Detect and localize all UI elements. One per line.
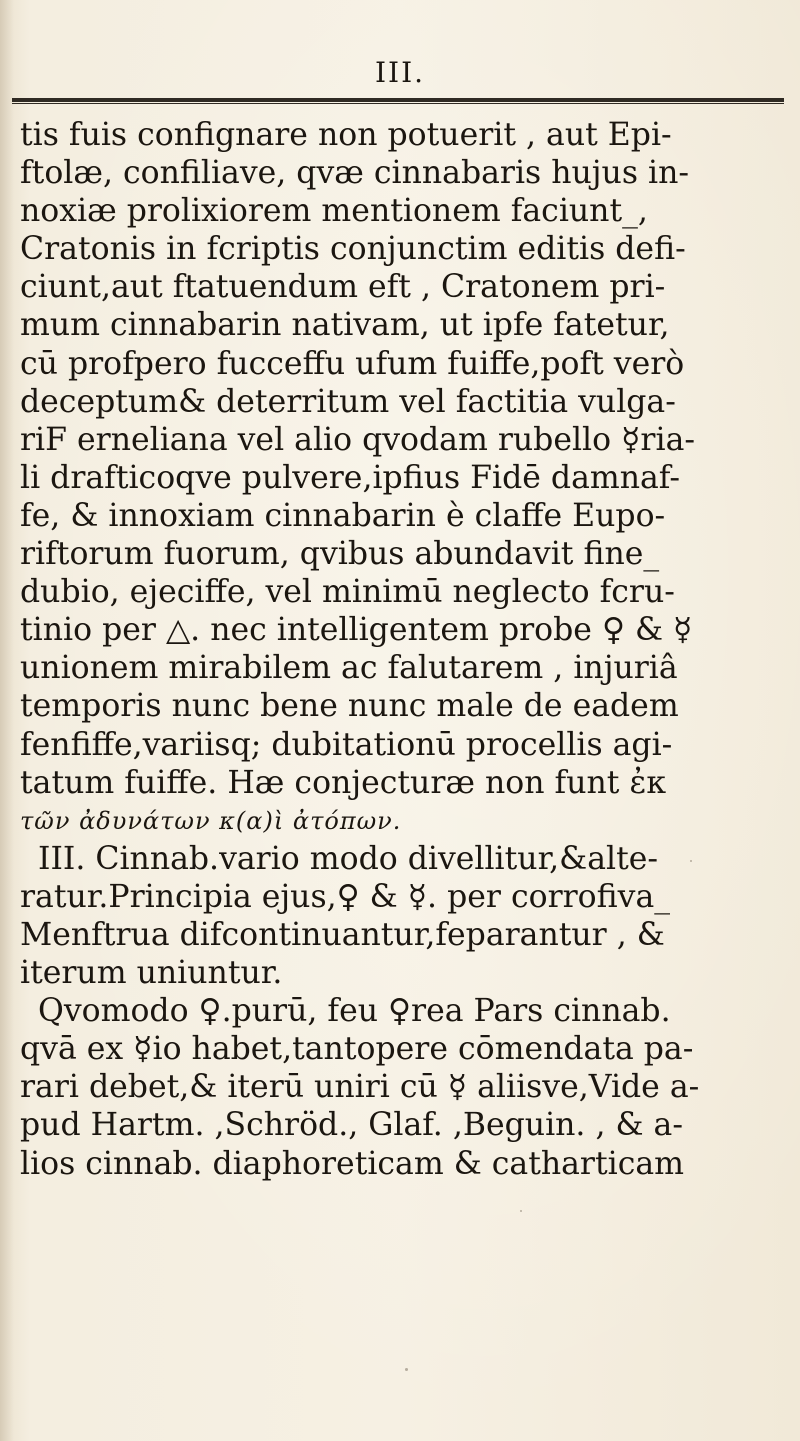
text-line: iterum uniuntur. [20,955,283,992]
text-line: fe, & innoxiam cinnabarin è claffe Eupo- [20,497,666,534]
text-line: noxiæ prolixiorem mentionem faciunt_, [20,193,648,230]
text-line: tatum fuiffe. Hæ conjecturæ non funt ἐκ [20,764,667,801]
greek-text-line: τῶν ἀδυνάτων κ(α)ὶ ἀτόπων. [20,806,402,835]
section-heading-line: III. Cinnab.vario modo divellitur,&alte- [38,840,659,877]
paper-speck [405,1368,408,1371]
text-line: li drafticoqve pulvere,ipfius Fidē damnaf- [20,459,680,496]
text-line: tis fuis confignare non potuerit , aut Epi- [20,117,672,153]
text-line: temporis nunc bene nunc male de eadem [20,688,679,725]
text-line: Cratonis in fcriptis conjunctim editis defi- [20,231,686,268]
text-line: Menftrua difcontinuantur,feparantur , & [20,916,665,953]
text-line: dubio, ejeciffe, vel minimū neglecto fcru- [20,574,675,611]
paper-speck [520,1210,522,1212]
gutter-shadow [0,0,14,1441]
text-line: qvā ex ☿io habet,tantopere cōmendata pa- [20,1031,694,1068]
text-line: ciunt,aut ftatuendum eft , Cratonem pri- [20,269,666,306]
text-line: pud Hartm. ,Schröd., Glaf. ,Beguin. , & a- [20,1107,683,1144]
paper-speck [690,860,692,862]
text-line: riftorum fuorum, qvibus abundavit fine_ [20,536,660,573]
page-number: III. [374,56,426,89]
text-line: lios cinnab. diaphoreticam & catharticam [20,1145,685,1182]
header-rule [12,98,784,104]
text-line: tinio per △. nec intelligentem probe ♀ & ☿ [20,612,693,649]
text-line: fenfiffe,variisq; dubitationū procellis agi- [20,726,673,763]
text-line: ftolæ, confiliave, qvæ cinnabaris hujus in- [20,155,690,192]
paragraph-start-line: Qvomodo ♀.purū, feu ♀rea Pars cinnab. [38,993,671,1030]
text-line: unionem mirabilem ac falutarem , injuriâ [20,650,678,687]
body-text [20,116,792,1183]
text-line: riF erneliana vel alio qvodam rubello ☿ria- [20,421,695,458]
text-line: deceptum& deterritum vel factitia vulga- [20,383,676,420]
text-line: ratur.Principia ejus,♀ & ☿. per corrofiva_ [20,878,670,915]
text-line: rari debet,& iterū uniri cū ☿ aliisve,Vide a- [20,1069,700,1106]
text-line: cū profpero fucceffu ufum fuiffe,poft verò [20,345,685,382]
text-line: mum cinnabarin nativam, ut ipfe fatetur, [20,307,670,344]
